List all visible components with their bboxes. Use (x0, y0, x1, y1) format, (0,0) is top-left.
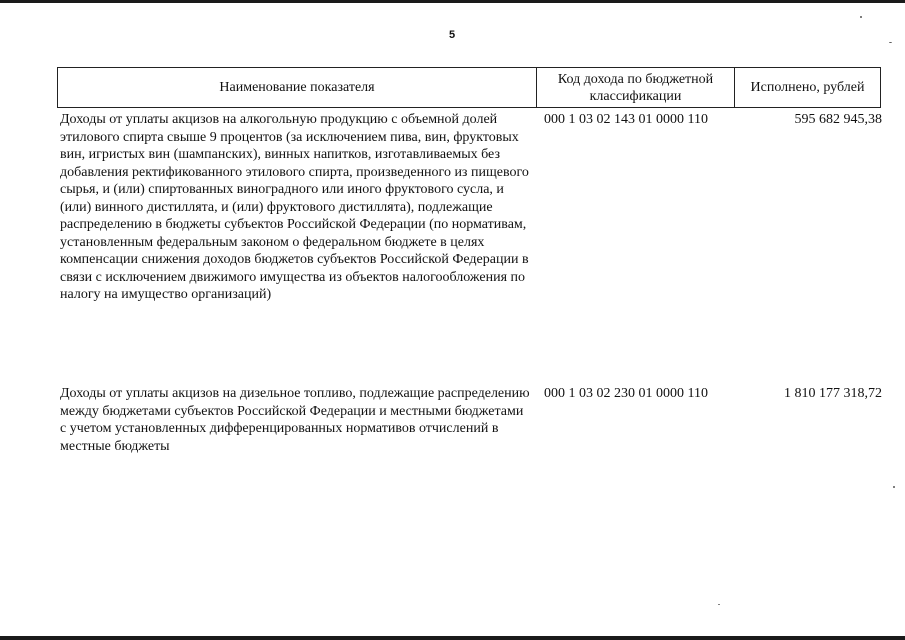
scan-speck (860, 16, 862, 18)
scan-speck (893, 486, 895, 488)
header-code: Код дохода по бюджетной классификации (537, 68, 735, 107)
scan-border-bottom (0, 636, 905, 640)
row-amount: 595 682 945,38 (794, 112, 882, 127)
table-row (60, 385, 882, 455)
page-number: 5 (448, 29, 456, 41)
row-name: Доходы от уплаты акцизов на алкогольную продукцию с объемной долей этилового спирта свыше 9 процентов (за исключением пива, вин, фруктовых вин, игристых вин (шампанских), винных напитков, изготавливаемых без добавления ректификованного этилового спирта, произведенного из пищевого сырья, и (или) спиртованных виноградного или иного фруктового сусла, и (или) винного дистиллята, и (или) фруктового дистиллята), подлежащие распределению в бюджеты субъектов Российской Федерации (по нормативам, установленным федеральным законом о федеральном бюджете в целях компенсации снижения доходов бюджетов субъектов Российской Федерации в связи с исключением движимого имущества из объектов налогообложения по налогу на имущество организаций) (60, 112, 529, 302)
row-code: 000 1 03 02 143 01 0000 110 (544, 112, 708, 127)
header-executed: Исполнено, рублей (750, 80, 865, 95)
header-name: Наименование показателя (58, 68, 537, 107)
row-code: 000 1 03 02 230 01 0000 110 (544, 386, 708, 401)
scan-speck (889, 42, 892, 43)
row-name: Доходы от уплаты акцизов на дизельное топливо, подлежащие распределению между бюджетами субъектов Российской Федерации и местными бюджетами с учетом установленных дифференцированных нормативов отчислений в местные бюджеты (60, 386, 530, 454)
table-header (57, 67, 881, 108)
table-row (60, 111, 882, 304)
scan-speck (718, 604, 720, 605)
scan-border-top (0, 0, 905, 3)
row-amount: 1 810 177 318,72 (784, 386, 882, 401)
